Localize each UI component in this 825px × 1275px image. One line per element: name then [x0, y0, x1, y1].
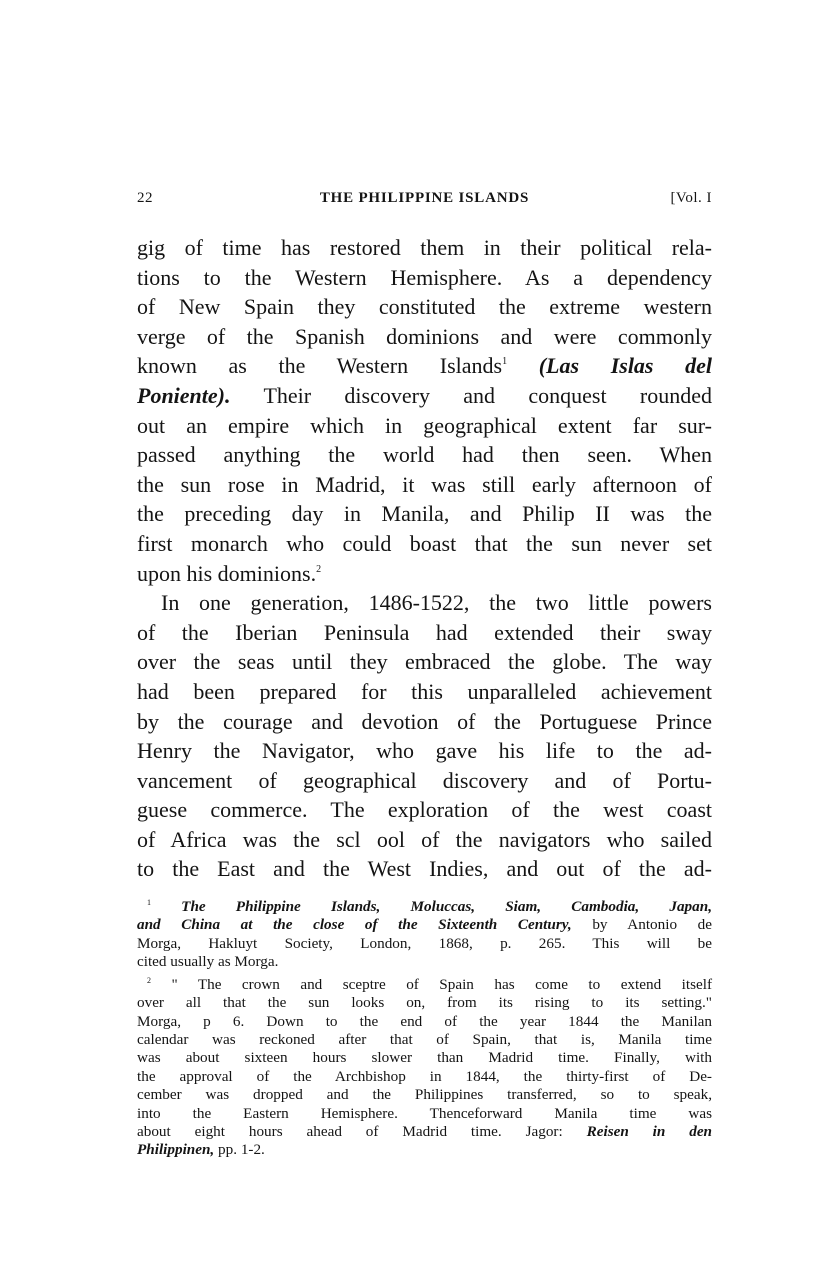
text-line: of New Spain they constituted the extreme western [137, 294, 712, 320]
text-segment: known as the Western Islands [137, 353, 503, 379]
footnote-line [137, 898, 712, 916]
text-line: first monarch who could boast that the sun never set [137, 530, 712, 556]
text-line: of the Iberian Peninsula had extended their sway [137, 619, 712, 645]
footnote-line: cited usually as Morga. [137, 953, 279, 971]
footnote-ref-1: 1 [502, 356, 508, 368]
italic-title: Reisen in den [586, 1122, 713, 1140]
text-line [137, 559, 712, 589]
footnote-line [137, 976, 712, 994]
page-number: 22 [137, 190, 153, 206]
running-header [137, 183, 712, 213]
footnote-1 [137, 898, 712, 972]
text-line: In one generation, 1486-1522, the two little powers [161, 590, 712, 616]
paragraph-2 [137, 588, 712, 884]
footnote-line: cember was dropped and the Philippines transferred, so to speak, [137, 1086, 712, 1104]
text-line: out an empire which in geographical extent far sur- [137, 412, 712, 438]
italic-title: The Philippine Islands, Moluccas, Siam, Cambodia, Japan, [181, 898, 712, 916]
text-segment: pp. 1-2. [218, 1141, 265, 1159]
footnote-line: the approval of the Archbishop in 1844, the thirty-first of De- [137, 1067, 712, 1085]
text-line: by the courage and devotion of the Portuguese Prince [137, 708, 712, 734]
footnote-line: was about sixteen hours slower than Madrid time. Finally, with [137, 1049, 712, 1067]
text-line [137, 351, 712, 381]
footnote-line [137, 916, 712, 934]
text-line: the sun rose in Madrid, it was still early afternoon of [137, 471, 712, 497]
footnote-line: Morga, Hakluyt Society, London, 1868, p. 265. This will be [137, 934, 712, 952]
text-line: verge of the Spanish dominions and were commonly [137, 323, 712, 349]
footnote-line [137, 1141, 712, 1159]
text-line: of Africa was the scl ool of the navigators who sailed [137, 826, 712, 852]
text-line: the preceding day in Manila, and Philip II was the [137, 501, 712, 527]
footnote-2 [137, 976, 712, 1160]
text-line: over the seas until they embraced the globe. The way [137, 649, 712, 675]
italic-term: (Las Islas del [538, 353, 713, 379]
text-line: Henry the Navigator, who gave his life to the ad- [137, 738, 712, 764]
text-line: to the East and the West Indies, and out of the ad- [137, 856, 712, 882]
text-line [137, 381, 712, 411]
footnotes [137, 898, 712, 1160]
footnote-marker: 2 [147, 975, 151, 985]
footnote-line: over all that the sun looks on, from its rising to its setting." [137, 994, 712, 1012]
text-line: tions to the Western Hemisphere. As a dependency [137, 264, 712, 290]
text-line: vancement of geographical discovery and of Portu- [137, 767, 712, 793]
running-title: THE PHILIPPINE ISLANDS [319, 190, 530, 206]
text-segment: by Antonio de [592, 916, 712, 934]
paragraph-1 [137, 233, 712, 588]
text-segment: about eight hours ahead of Madrid time. Jagor: [137, 1122, 563, 1140]
footnote-line: Morga, p 6. Down to the end of the year 1844 the Manilan [137, 1012, 712, 1030]
volume-label: [Vol. I [670, 190, 712, 206]
text-line: guese commerce. The exploration of the west coast [137, 797, 712, 823]
footnote-line: into the Eastern Hemisphere. Thenceforward Manila time was [137, 1104, 712, 1122]
footnote-ref-2: 2 [316, 563, 322, 575]
text-segment: upon his dominions. [137, 560, 317, 586]
body-text [137, 233, 712, 884]
text-line: had been prepared for this unparalleled achievement [137, 678, 712, 704]
italic-title: Philippinen, [137, 1141, 215, 1159]
italic-title: and China at the close of the Sixteenth Century, [137, 916, 572, 934]
text-segment: Their discovery and conquest rounded [263, 382, 712, 408]
footnote-line: calendar was reckoned after that of Spain, that is, Manila time [137, 1030, 712, 1048]
text-line: gig of time has restored them in their political rela- [137, 235, 712, 260]
footnote-line [137, 1123, 712, 1141]
text-line: passed anything the world had then seen. When [137, 442, 712, 468]
book-page [137, 183, 712, 1164]
footnote-marker: 1 [147, 898, 151, 908]
text-segment: " The crown and sceptre of Spain has come to extend itself [171, 975, 713, 993]
italic-term: Poniente). [137, 382, 231, 408]
